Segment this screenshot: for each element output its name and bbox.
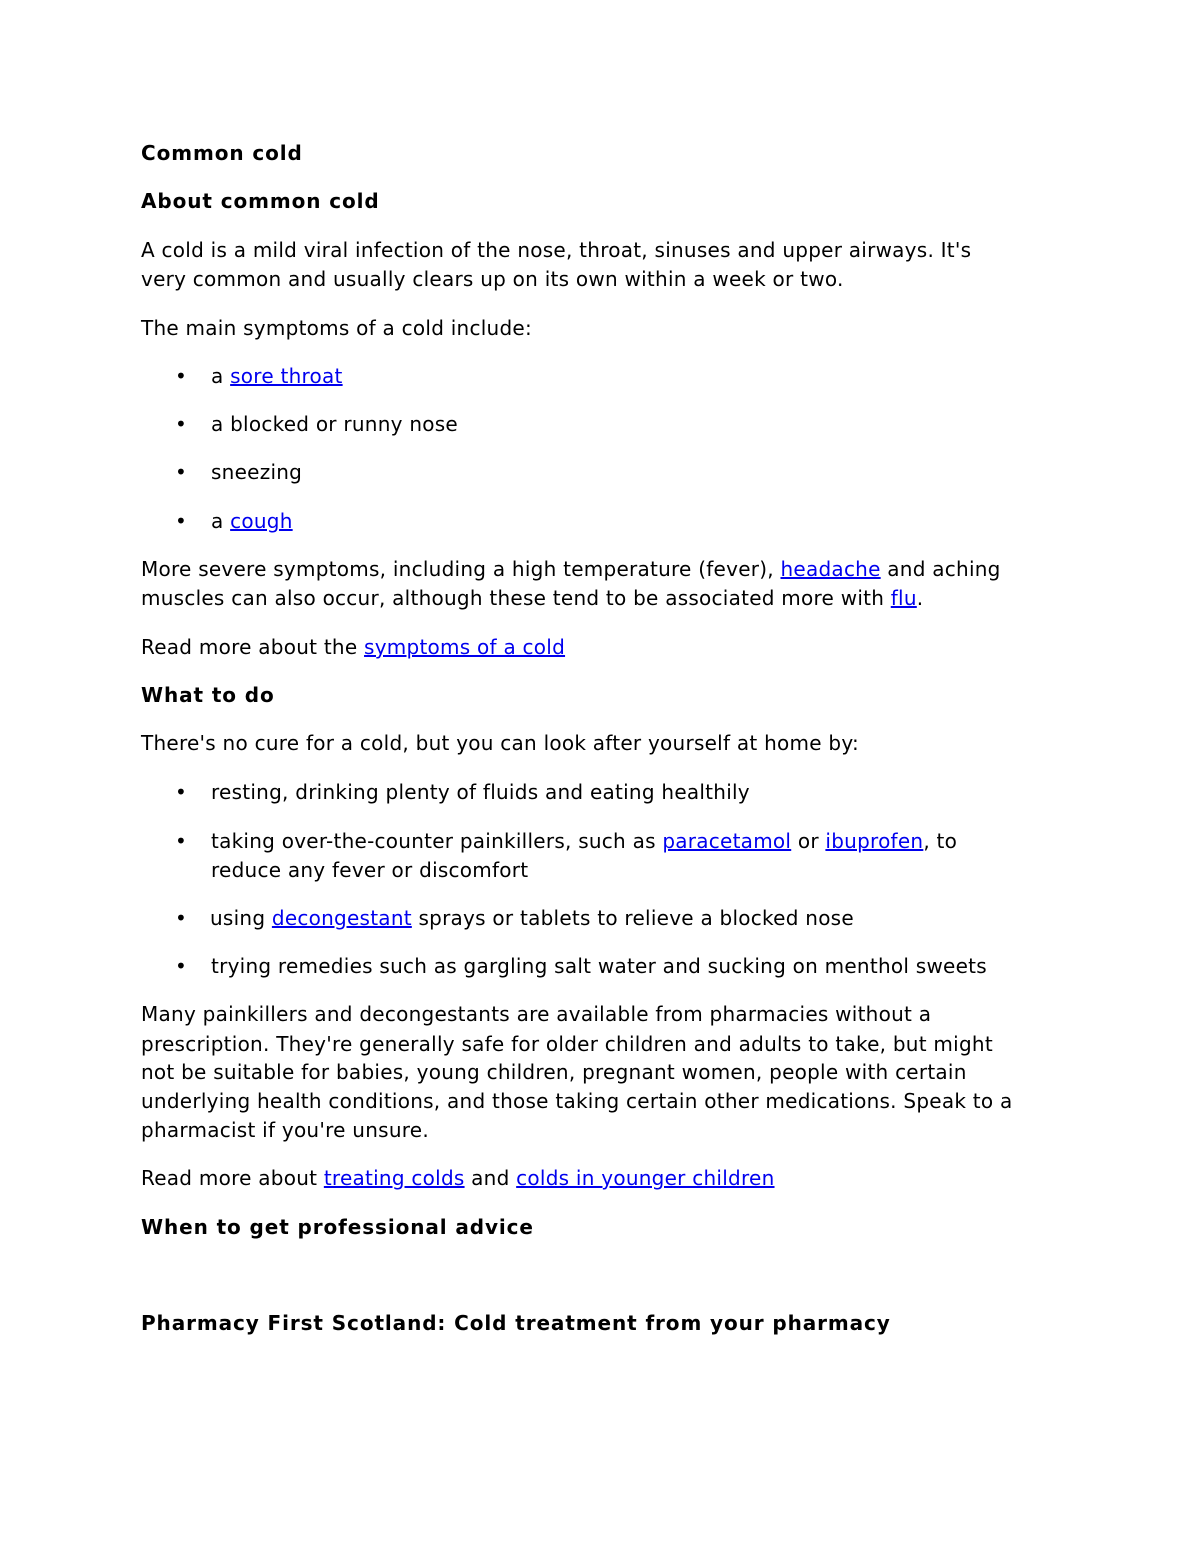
list-item-text <box>211 827 957 856</box>
list-item <box>141 952 1041 981</box>
list-item <box>141 507 1041 536</box>
severe-text: . <box>916 586 924 610</box>
read-more-symptoms <box>141 633 565 662</box>
page-title: Common cold <box>141 141 303 165</box>
decongestant-link[interactable]: decongestant <box>271 906 412 930</box>
pharmacy-note-line-1: Many painkillers and decongestants are available from pharmacies without a <box>141 1002 932 1026</box>
pharmacy-note-line-3: not be suitable for babies, young children, pregnant women, people with certain <box>141 1060 967 1084</box>
section-heading-what-to-do: What to do <box>141 683 275 707</box>
bullet-icon: • <box>175 509 187 533</box>
list-item <box>141 362 1041 391</box>
list-item-prefix: a <box>211 364 231 388</box>
list-item-text: trying remedies such as gargling salt water and sucking on menthol sweets <box>211 954 987 978</box>
list-item-text <box>211 362 343 391</box>
list-item <box>141 827 1041 885</box>
list-item-text <box>211 507 293 536</box>
flu-link[interactable]: flu <box>890 586 917 610</box>
severe-symptoms-line-2 <box>141 584 923 613</box>
list-item-text-line-2: reduce any fever or discomfort <box>211 858 529 882</box>
list-item-text <box>210 904 854 933</box>
intro-line-1: A cold is a mild viral infection of the nose, throat, sinuses and upper airways. It's <box>141 238 972 262</box>
pharmacy-note-line-4: underlying health conditions, and those taking certain other medications. Speak to a <box>141 1089 1013 1113</box>
bullet-icon: • <box>175 954 187 978</box>
list-item <box>141 778 1041 807</box>
headache-link[interactable]: headache <box>780 557 881 581</box>
intro-line-2: very common and usually clears up on its own within a week or two. <box>141 267 844 291</box>
symptoms-of-a-cold-link[interactable]: symptoms of a cold <box>364 635 566 659</box>
bullet-icon: • <box>175 906 187 930</box>
bullet-icon: • <box>175 780 187 804</box>
read-more-connector: and <box>464 1166 517 1190</box>
list-item-prefix: taking over-the-counter painkillers, such as <box>211 829 663 853</box>
bullet-icon: • <box>175 460 187 484</box>
pharmacy-note-line-2: prescription. They're generally safe for older children and adults to take, but might <box>141 1032 993 1056</box>
section-heading-professional-advice: When to get professional advice <box>141 1215 534 1239</box>
treating-colds-link[interactable]: treating colds <box>323 1166 465 1190</box>
list-item-suffix: , to <box>923 829 958 853</box>
section-heading-about: About common cold <box>141 189 380 213</box>
list-item-connector: or <box>791 829 826 853</box>
list-item <box>141 410 1041 439</box>
list-item <box>141 458 1041 487</box>
cough-link[interactable]: cough <box>230 509 293 533</box>
bullet-icon: • <box>175 412 187 436</box>
read-more-text: Read more about the <box>141 635 365 659</box>
read-more-text: Read more about <box>141 1166 324 1190</box>
list-item-suffix: sprays or tablets to relieve a blocked nose <box>411 906 854 930</box>
severe-text: muscles can also occur, although these tend to be associated more with <box>141 586 891 610</box>
pharmacy-note-line-5: pharmacist if you're unsure. <box>141 1118 429 1142</box>
severe-text: More severe symptoms, including a high temperature (fever), <box>141 557 781 581</box>
list-item-prefix: using <box>210 906 272 930</box>
colds-in-younger-children-link[interactable]: colds in younger children <box>516 1166 775 1190</box>
symptoms-intro: The main symptoms of a cold include: <box>141 316 532 340</box>
section-heading-pharmacy-first: Pharmacy First Scotland: Cold treatment from your pharmacy <box>141 1311 891 1335</box>
bullet-icon: • <box>175 364 187 388</box>
list-item <box>141 904 1041 933</box>
paracetamol-link[interactable]: paracetamol <box>662 829 792 853</box>
severe-symptoms-line-1 <box>141 555 1001 584</box>
severe-text: and aching <box>880 557 1001 581</box>
what-to-do-intro: There's no cure for a cold, but you can look after yourself at home by: <box>141 731 859 755</box>
read-more-treating <box>141 1164 775 1193</box>
sore-throat-link[interactable]: sore throat <box>230 364 343 388</box>
list-item-text: a blocked or runny nose <box>211 412 458 436</box>
bullet-icon: • <box>175 829 187 853</box>
list-item-text: resting, drinking plenty of fluids and eating healthily <box>211 780 750 804</box>
list-item-prefix: a <box>211 509 231 533</box>
ibuprofen-link[interactable]: ibuprofen <box>825 829 924 853</box>
list-item-text: sneezing <box>211 460 303 484</box>
